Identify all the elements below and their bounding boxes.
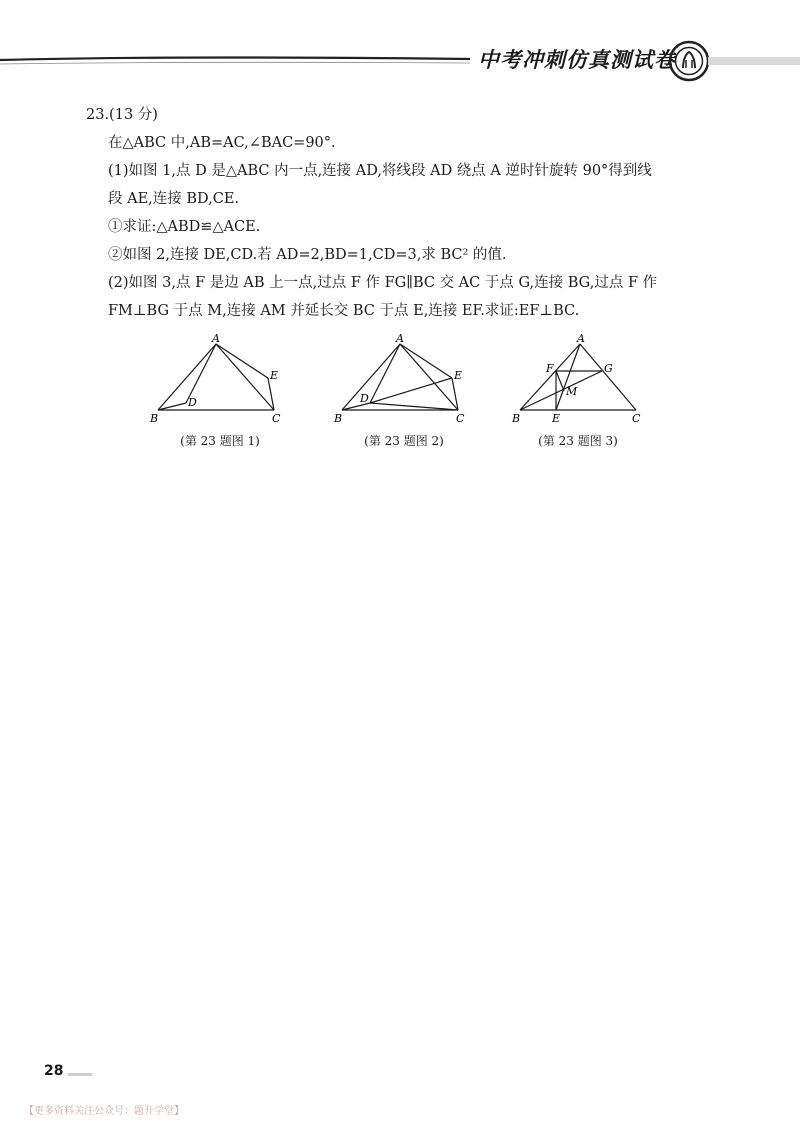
fig3-label-a: A (577, 332, 585, 345)
fig3-segment-ab (520, 344, 580, 410)
fig1-segment-bd (158, 403, 186, 410)
part2-line2: FM⊥BG 于点 M,连接 AM 并延长交 BC 于点 E,连接 EF.求证:EF⊥BC. (108, 303, 580, 319)
part1-line1: (1)如图 1,点 D 是△ABC 内一点,连接 AD,将线段 AD 绕点 A 逆时针旋转 90°得到线 (108, 163, 652, 179)
fig1-segment-ac (216, 344, 274, 410)
fig3-label-f: F (546, 362, 554, 375)
fig2-segment-ce (452, 378, 458, 410)
fig1-label-d: D (188, 396, 197, 409)
fig1-segment-ce (268, 378, 274, 410)
fig2-label-a: A (396, 332, 404, 345)
part1-question2: ②如图 2,连接 DE,CD.若 AD=2,BD=1,CD=3,求 BC² 的值. (108, 247, 507, 263)
page-number: 28 (44, 1063, 64, 1079)
fig2-label-b: B (334, 412, 343, 425)
fig3-label-c: C (632, 412, 641, 425)
fig3-label-e: E (552, 412, 561, 425)
fig2-segment-ac (400, 344, 458, 410)
figure-3 (512, 334, 644, 449)
fig1-label-b: B (150, 412, 159, 425)
figure-3-diagram (512, 334, 644, 424)
problem-intro: 在△ABC 中,AB=AC,∠BAC=90°. (108, 135, 336, 151)
figure-2-diagram (334, 334, 474, 424)
page-number-bar (68, 1073, 92, 1076)
header-tail-bar (708, 56, 800, 66)
fig3-label-g: G (604, 362, 613, 375)
fig2-label-c: C (456, 412, 465, 425)
header-title: 中考冲刺仿真测试卷 (478, 48, 676, 72)
fig3-label-b: B (512, 412, 521, 425)
figure-1-caption: (第 23 题图 1) (180, 434, 260, 448)
figure-2-caption: (第 23 题图 2) (364, 434, 444, 448)
fig1-label-a: A (212, 332, 220, 345)
fig3-label-m: M (566, 385, 578, 398)
figure-1 (150, 334, 290, 449)
problem-23 (86, 101, 726, 325)
fig3-segment-bg (520, 371, 602, 410)
fig2-segment-de (370, 378, 452, 403)
fig2-label-d: D (360, 392, 369, 405)
part1-line2: 段 AE,连接 BD,CE. (108, 191, 240, 207)
header-rule (0, 48, 470, 70)
header-logo-icon (668, 40, 710, 82)
fig2-label-e: E (454, 369, 463, 382)
problem-number: 23.(13 分) (86, 107, 158, 123)
part2-line1: (2)如图 3,点 F 是边 AB 上一点,过点 F 作 FG∥BC 交 AC 于点 G,连接 BG,过点 F 作 (108, 275, 658, 291)
figure-3-caption: (第 23 题图 3) (538, 434, 618, 448)
part1-question1: ①求证:△ABD≌△ACE. (108, 219, 261, 235)
figure-1-diagram (150, 334, 290, 424)
fig2-segment-cd (370, 403, 458, 410)
figure-2 (334, 334, 474, 449)
footer-note: 【更多资料关注公众号：题升学堂】 (24, 1106, 184, 1117)
fig1-label-e: E (270, 369, 279, 382)
fig1-label-c: C (272, 412, 281, 425)
fig3-segment-ae (556, 344, 580, 410)
fig3-segment-fm (556, 371, 564, 391)
